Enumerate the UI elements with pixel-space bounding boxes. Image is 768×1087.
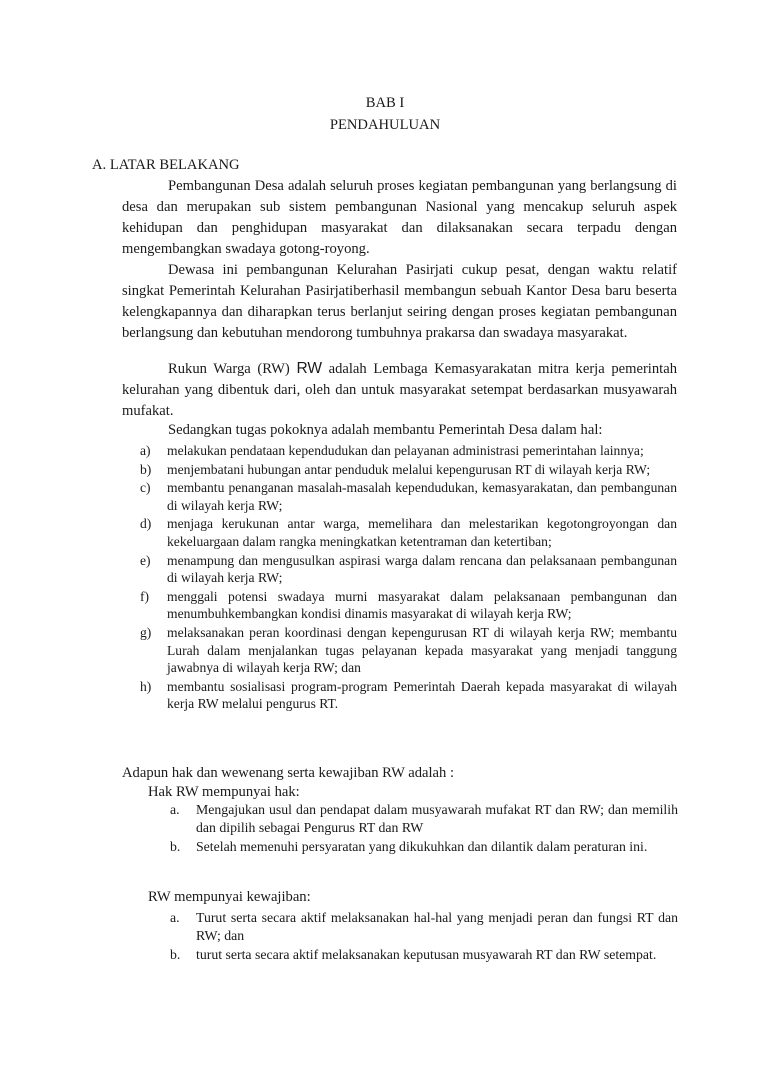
list-item: b. Setelah memenuhi persyaratan yang dikukuhkan dan dilantik dalam peraturan ini. bbox=[170, 839, 648, 854]
chapter-heading bbox=[230, 92, 540, 136]
chapter-number: BAB I bbox=[365, 95, 405, 111]
list-item: a. Mengajukan usul dan pendapat dalam musyawarah mufakat RT dan RW; dan memilih dan dipilih sebagai Pengurus RT dan RW bbox=[170, 802, 678, 835]
rights-title: Hak RW mempunyai hak: bbox=[148, 784, 300, 800]
list-item: a) melakukan pendataan kependudukan dan pelayanan administrasi pemerintahan lainnya; bbox=[140, 443, 644, 458]
list-item: e) menampung dan mengusulkan aspirasi warga dalam rencana dan pelaksanaan pembangunan di wilayah kerja RW; bbox=[140, 552, 677, 586]
duties-list bbox=[170, 909, 678, 965]
list-item: b. turut serta secara aktif melaksanakan keputusan musyawarah RT dan RW setempat. bbox=[170, 947, 657, 962]
section-title: A. LATAR BELAKANG bbox=[92, 157, 240, 173]
paragraph-rw: Rukun Warga (RW) RW adalah Lembaga Kemasyarakatan mitra kerja pemerintah kelurahan yang dibentuk dari, oleh dan untuk masyarakat setempat berdasarkan musyawarah mufakat. bbox=[122, 360, 677, 419]
list-item: f) menggali potensi swadaya murni masyarakat dalam pelaksanaan pembangunan dan menumbuhkembangkan kondisi dinamis masyarakat di wilayah kerja RW; bbox=[140, 588, 677, 622]
paragraph-1: Pembangunan Desa adalah seluruh proses kegiatan pembangunan yang berlangsung di desa dan merupakan sub sistem pembangunan Nasional yang mencakup seluruh aspek kehidupan dan penghidupan masyarakat dan dilaksanakan secara terpadu dengan mengembangkan swadaya gotong-royong. bbox=[122, 178, 677, 257]
tasks-intro: Sedangkan tugas pokoknya adalah membantu Pemerintah Desa dalam hal: bbox=[168, 422, 603, 438]
duties-title: RW mempunyai kewajiban: bbox=[148, 889, 311, 905]
rights-intro: Adapun hak dan wewenang serta kewajiban RW adalah : bbox=[122, 765, 455, 781]
list-item: c) membantu penanganan masalah-masalah kependudukan, kemasyarakatan, dan pembangunan di wilayah kerja RW; bbox=[140, 480, 677, 513]
list-item: d) menjaga kerukunan antar warga, memelihara dan melestarikan kegotongroyongan dan kekeluargaan dalam rangka meningkatkan ketentraman dan ketertiban; bbox=[140, 516, 677, 549]
list-item: g) melaksanakan peran koordinasi dengan kepengurusan RT di wilayah kerja RW; membantu Lurah dalam menjalankan tugas pelayanan kepada masyarakat yang menjadi tanggung jawabnya di wilayah kerja RW; dan bbox=[140, 624, 677, 676]
chapter-title: PENDAHULUAN bbox=[329, 117, 441, 133]
list-item: h) membantu sosialisasi program-program Pemerintah Daerah kepada masyarakat di wilayah kerja RW melalui pengurus RT. bbox=[140, 678, 677, 712]
rw-abbrev: RW bbox=[296, 360, 322, 377]
tasks-list bbox=[140, 442, 677, 714]
list-item: b) menjembatani hubungan antar penduduk melalui kepengurusan RT di wilayah kerja RW; bbox=[140, 461, 651, 477]
rights-list bbox=[170, 801, 678, 857]
list-item: a. Turut serta secara aktif melaksanakan hal-hal yang menjadi peran dan fungsi RT dan RW; dan bbox=[170, 910, 678, 943]
paragraph-2: Dewasa ini pembangunan Kelurahan Pasirjati cukup pesat, dengan waktu relatif singkat Pemerintah Kelurahan Pasirjatiberhasil membangun sebuah Kantor Desa baru beserta kelengkapannya dan diharapkan terus berlanjut seiring dengan proses kegiatan pembangunan berlangsung dan kebutuhan mendorong tumbuhnya prakarsa dan swadaya masyarakat. bbox=[122, 262, 677, 341]
